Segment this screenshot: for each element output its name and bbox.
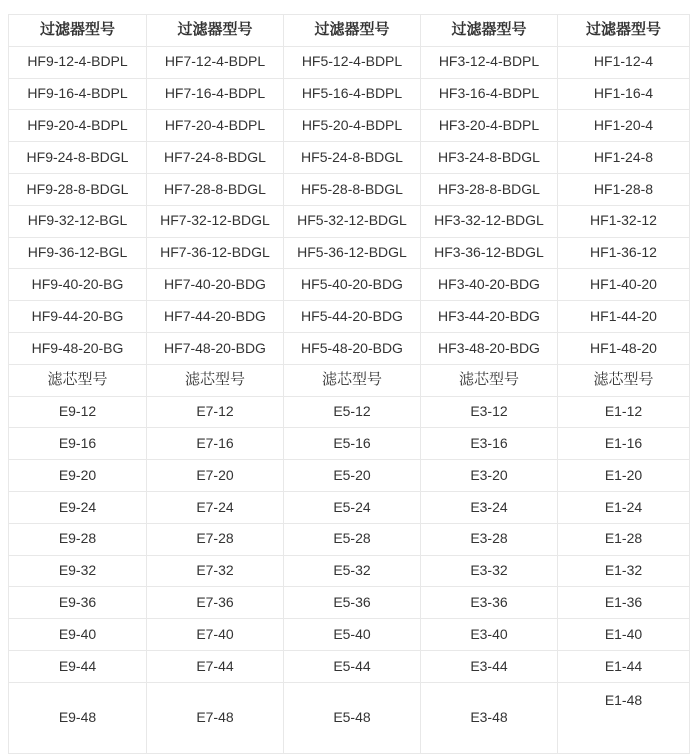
table-cell: E3-32	[421, 555, 558, 587]
element-models-header-cell: 滤芯型号	[147, 364, 284, 396]
table-row	[9, 173, 690, 205]
table-cell: HF1-28-8	[558, 173, 690, 205]
table-cell: HF7-20-4-BDPL	[147, 110, 284, 142]
table-row	[9, 650, 690, 682]
table-cell: HF5-36-12-BDGL	[284, 237, 421, 269]
table-row	[9, 332, 690, 364]
table-cell: HF9-28-8-BDGL	[9, 173, 147, 205]
table-cell: HF7-36-12-BDGL	[147, 237, 284, 269]
table-row	[9, 301, 690, 333]
table-cell: HF7-24-8-BDGL	[147, 142, 284, 174]
element-models-header-cell: 滤芯型号	[284, 364, 421, 396]
table-cell: E7-24	[147, 491, 284, 523]
table-cell: E9-32	[9, 555, 147, 587]
table-cell: E9-16	[9, 428, 147, 460]
table-cell: E5-36	[284, 587, 421, 619]
table-cell: HF7-16-4-BDPL	[147, 78, 284, 110]
table-cell: E1-24	[558, 491, 690, 523]
table-cell: HF9-20-4-BDPL	[9, 110, 147, 142]
table-cell: HF9-12-4-BDPL	[9, 46, 147, 78]
table-cell: E1-16	[558, 428, 690, 460]
table-cell: HF7-40-20-BDG	[147, 269, 284, 301]
table-cell: E5-16	[284, 428, 421, 460]
table-row	[9, 555, 690, 587]
table-cell: E5-24	[284, 491, 421, 523]
table-cell: HF5-16-4-BDPL	[284, 78, 421, 110]
table-cell: HF7-48-20-BDG	[147, 332, 284, 364]
table-cell: HF1-32-12	[558, 205, 690, 237]
table-cell: E7-36	[147, 587, 284, 619]
filter-models-header-cell: 过滤器型号	[421, 15, 558, 47]
element-models-header-cell: 滤芯型号	[9, 364, 147, 396]
table-cell: E5-44	[284, 650, 421, 682]
table-row	[9, 237, 690, 269]
table-cell: HF5-20-4-BDPL	[284, 110, 421, 142]
table-cell: E3-36	[421, 587, 558, 619]
table-row	[9, 491, 690, 523]
table-cell: E3-16	[421, 428, 558, 460]
table-cell: HF5-40-20-BDG	[284, 269, 421, 301]
table-cell: E9-20	[9, 460, 147, 492]
filter-models-header-cell: 过滤器型号	[284, 15, 421, 47]
table-row	[9, 460, 690, 492]
table-cell: HF5-32-12-BDGL	[284, 205, 421, 237]
table-cell: HF5-44-20-BDG	[284, 301, 421, 333]
element-models-header-cell: 滤芯型号	[558, 364, 690, 396]
table-cell: E3-44	[421, 650, 558, 682]
table-cell: E9-28	[9, 523, 147, 555]
table-cell: HF3-16-4-BDPL	[421, 78, 558, 110]
table-cell: HF1-44-20	[558, 301, 690, 333]
table-cell: HF3-32-12-BDGL	[421, 205, 558, 237]
filter-models-header-cell: 过滤器型号	[9, 15, 147, 47]
table-cell: HF3-20-4-BDPL	[421, 110, 558, 142]
table-cell: E3-24	[421, 491, 558, 523]
table-cell: HF5-28-8-BDGL	[284, 173, 421, 205]
table-cell: HF9-36-12-BGL	[9, 237, 147, 269]
filter-models-header-cell: 过滤器型号	[147, 15, 284, 47]
table-cell: E1-20	[558, 460, 690, 492]
table-cell: HF1-20-4	[558, 110, 690, 142]
table-cell: E9-36	[9, 587, 147, 619]
table-cell: E3-20	[421, 460, 558, 492]
table-cell: HF5-24-8-BDGL	[284, 142, 421, 174]
table-cell: E7-12	[147, 396, 284, 428]
table-cell: E3-40	[421, 619, 558, 651]
table-cell: HF3-12-4-BDPL	[421, 46, 558, 78]
table-cell: HF1-24-8	[558, 142, 690, 174]
table-cell: HF9-16-4-BDPL	[9, 78, 147, 110]
table-cell: HF9-48-20-BG	[9, 332, 147, 364]
table-row	[9, 142, 690, 174]
table-cell: E5-32	[284, 555, 421, 587]
table-row	[9, 78, 690, 110]
table-cell: E1-12	[558, 396, 690, 428]
table-row	[9, 110, 690, 142]
table-cell: HF7-12-4-BDPL	[147, 46, 284, 78]
table-cell: E7-32	[147, 555, 284, 587]
table-cell: HF7-44-20-BDG	[147, 301, 284, 333]
table-row	[9, 619, 690, 651]
table-cell: E1-44	[558, 650, 690, 682]
table-cell: E3-48	[421, 682, 558, 753]
table-cell: HF9-32-12-BGL	[9, 205, 147, 237]
table-cell: E9-40	[9, 619, 147, 651]
table-cell: HF9-44-20-BG	[9, 301, 147, 333]
table-row	[9, 46, 690, 78]
table-cell: E7-28	[147, 523, 284, 555]
table-cell: E9-48	[9, 682, 147, 753]
table-cell: E5-40	[284, 619, 421, 651]
table-cell: HF5-48-20-BDG	[284, 332, 421, 364]
table-cell: E9-24	[9, 491, 147, 523]
table-cell: E5-12	[284, 396, 421, 428]
table-cell: E7-48	[147, 682, 284, 753]
table-cell: E9-44	[9, 650, 147, 682]
table-cell: HF5-12-4-BDPL	[284, 46, 421, 78]
table-row	[9, 587, 690, 619]
table-cell: HF3-48-20-BDG	[421, 332, 558, 364]
table-cell: HF3-40-20-BDG	[421, 269, 558, 301]
table-cell: HF3-24-8-BDGL	[421, 142, 558, 174]
product-model-table	[8, 14, 690, 754]
table-cell: E5-20	[284, 460, 421, 492]
table-cell: E1-40	[558, 619, 690, 651]
table-cell: HF1-48-20	[558, 332, 690, 364]
table-cell: E1-36	[558, 587, 690, 619]
element-models-header-row	[9, 364, 690, 396]
table-cell: HF1-16-4	[558, 78, 690, 110]
table-cell: HF1-36-12	[558, 237, 690, 269]
table-cell: E3-12	[421, 396, 558, 428]
table-cell: E5-48	[284, 682, 421, 753]
table-cell: E1-48	[558, 682, 690, 753]
table-cell: HF3-28-8-BDGL	[421, 173, 558, 205]
table-body	[9, 15, 690, 754]
filter-models-header-row	[9, 15, 690, 47]
table-row	[9, 523, 690, 555]
table-cell: HF1-12-4	[558, 46, 690, 78]
table-cell: HF3-44-20-BDG	[421, 301, 558, 333]
table-cell: HF9-24-8-BDGL	[9, 142, 147, 174]
table-row	[9, 428, 690, 460]
table-row	[9, 396, 690, 428]
table-cell: HF3-36-12-BDGL	[421, 237, 558, 269]
element-models-header-cell: 滤芯型号	[421, 364, 558, 396]
table-cell: E7-44	[147, 650, 284, 682]
table-cell: HF7-32-12-BDGL	[147, 205, 284, 237]
table-cell: E3-28	[421, 523, 558, 555]
table-cell: E9-12	[9, 396, 147, 428]
table-cell: E7-16	[147, 428, 284, 460]
table-cell: HF1-40-20	[558, 269, 690, 301]
table-cell: HF7-28-8-BDGL	[147, 173, 284, 205]
filter-models-header-cell: 过滤器型号	[558, 15, 690, 47]
table-cell: HF9-40-20-BG	[9, 269, 147, 301]
table-cell: E7-20	[147, 460, 284, 492]
table-cell: E7-40	[147, 619, 284, 651]
table-row	[9, 682, 690, 753]
table-cell: E1-32	[558, 555, 690, 587]
table-cell: E1-28	[558, 523, 690, 555]
table-cell: E5-28	[284, 523, 421, 555]
table-row	[9, 269, 690, 301]
table-row	[9, 205, 690, 237]
